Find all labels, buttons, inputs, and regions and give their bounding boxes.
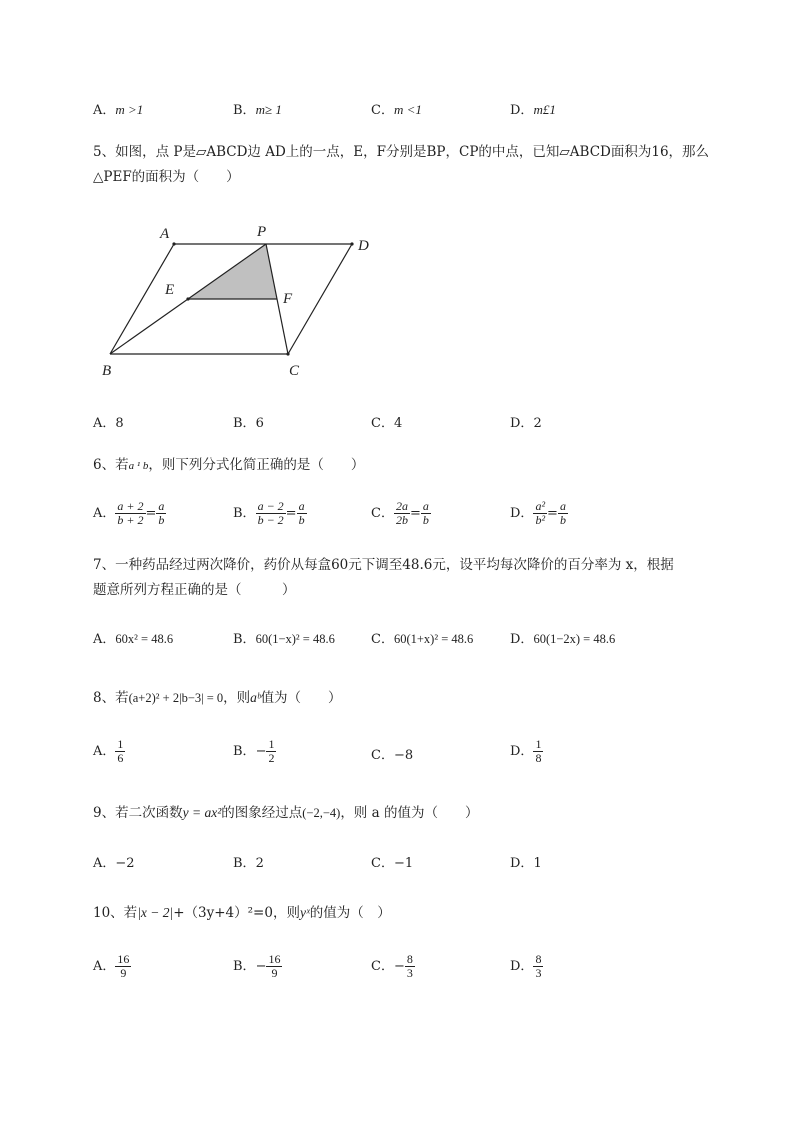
edge-cd <box>288 244 352 354</box>
q9-stem: 9、若二次函数y = ax²的图象经过点(−2,−4)，则 a 的值为（ ） <box>93 805 479 821</box>
q4-option-b: B．m≥ 1 <box>233 102 282 118</box>
q6-option-a: A． $\frac{a + 2}{b + 2}$ = $\frac{a}{b}$ <box>93 499 165 527</box>
point-e-dot <box>186 297 189 300</box>
edge-ab <box>110 244 174 354</box>
q6-option-b: B． $\frac{a - 2}{b - 2}$ = $\frac{a}{b}$ <box>233 499 305 527</box>
q7-option-b: B．60(1−x)² = 48.6 <box>233 632 335 647</box>
q5-option-b: B．6 <box>233 416 264 431</box>
q4-option-a: A．m >1 <box>93 102 144 118</box>
q8-stem: 8、若(a+2)² + 2|b−3| = 0，则aᵇ值为（ ） <box>93 690 342 706</box>
q10-option-b: B．− $\frac{16}{9}$ <box>233 952 281 980</box>
q7-stem-line1: 7、一种药品经过两次降价，药价从每盒60元下调至48.6元，设平均每次降价的百分率为 x，根据 <box>93 557 674 573</box>
q7-option-d: D．60(1−2x) = 48.6 <box>510 632 616 647</box>
q8-option-a: A． $\frac{1}{6}$ <box>93 737 124 765</box>
q5-option-d: D．2 <box>510 416 542 431</box>
q9-option-d: D．1 <box>510 856 542 871</box>
q8-option-c: C．−8 <box>371 748 414 763</box>
q6-option-d: D． $\frac{\text{a²}}{\text{b²}}$ = $\frac{a}{b}$ <box>510 499 566 527</box>
point-a-dot <box>172 242 175 245</box>
q5-option-c: C．4 <box>371 416 403 431</box>
q8-option-b: B．− $\frac{1}{2}$ <box>233 737 275 765</box>
q8-option-d: D． $\frac{1}{8}$ <box>510 737 542 765</box>
point-c-dot <box>286 352 289 355</box>
label-e: E <box>165 282 175 298</box>
q5-option-a: A．8 <box>93 416 124 431</box>
q7-option-c: C．60(1+x)² = 48.6 <box>371 632 474 647</box>
q9-option-b: B．2 <box>233 856 264 871</box>
q6-option-c: C． $\frac{2a}{2b}$ = $\frac{a}{b}$ <box>371 499 429 527</box>
q7-stem-line2: 题意所列方程正确的是（ ） <box>93 582 296 598</box>
q9-option-a: A．−2 <box>93 856 135 871</box>
label-a: A <box>160 226 170 242</box>
label-d: D <box>358 238 369 254</box>
q9-option-c: C．−1 <box>371 856 414 871</box>
q10-option-a: A． $\frac{16}{9}$ <box>93 952 130 980</box>
q6-stem: 6、若a ¹ b，则下列分式化简正确的是（ ） <box>93 457 365 473</box>
q10-stem: 10、若|x − 2|+（3y+4）²=0，则yˣ的值为（ ） <box>93 905 391 921</box>
q10-option-d: D． $\frac{8}{3}$ <box>510 952 542 980</box>
q10-option-c: C．− $\frac{8}{3}$ <box>371 952 413 980</box>
label-p: P <box>257 224 267 240</box>
q4-option-d: D．m£1 <box>510 102 556 118</box>
q5-stem-line2: △PEF的面积为（ ） <box>93 169 240 185</box>
q5-stem-line1: 5、如图，点 P是▱ABCD边 AD上的一点，E，F分别是BP，CP的中点，已知▱ABCD面积为16，那么 <box>93 144 710 160</box>
label-b: B <box>102 363 112 379</box>
q5-parallelogram-figure <box>95 218 395 388</box>
point-d-dot <box>350 242 353 245</box>
q7-option-a: A．60x² = 48.6 <box>93 632 174 647</box>
label-c: C <box>289 363 300 379</box>
label-f: F <box>283 291 293 307</box>
q4-option-c: C．m <1 <box>371 102 422 118</box>
triangle-pef-shaded <box>188 244 277 299</box>
